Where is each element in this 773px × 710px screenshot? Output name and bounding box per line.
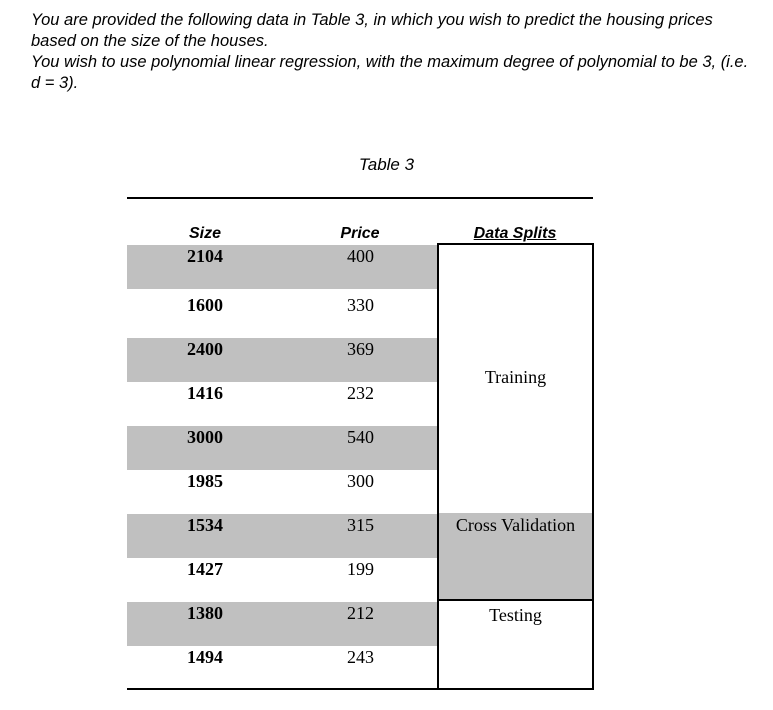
price-cell: 300 [347,471,374,491]
price-cell: 243 [347,647,374,667]
price-cell: 369 [347,339,374,359]
table-row [127,646,438,690]
split-training [437,243,594,515]
price-cell: 330 [347,295,374,315]
size-cell: 1534 [187,515,223,535]
price-cell: 212 [347,603,374,623]
size-cell: 1985 [187,471,223,491]
table-row [127,382,438,426]
intro-line-2: You wish to use polynomial linear regression, with the maximum degree of polynomial to be 3, (i.e. d = 3). [31,53,749,92]
table-row [127,245,438,289]
table-row [127,470,438,514]
size-cell: 3000 [187,427,223,447]
price-cell: 199 [347,559,374,579]
table-row [127,514,438,558]
intro-line-1: You are provided the following data in Table 3, in which you wish to predict the housing prices based on the size of the houses. [31,11,713,50]
price-cell: 315 [347,515,374,535]
table-row [127,426,438,470]
header-price: Price [340,225,380,242]
size-cell: 1427 [187,559,223,579]
table-row [127,602,438,646]
split-cross-validation [437,513,594,601]
table-row [127,558,438,602]
size-cell: 1600 [187,295,223,315]
table-row [127,338,438,382]
size-cell: 1380 [187,603,223,623]
size-cell: 1494 [187,647,223,667]
size-cell: 1416 [187,383,223,403]
problem-statement [31,10,761,94]
size-cell: 2400 [187,339,223,359]
split-testing-label: Testing [489,605,542,625]
price-cell: 540 [347,427,374,447]
split-cross-validation-label: Cross Validation [455,515,576,535]
price-cell: 232 [347,383,374,403]
table-row [127,294,438,338]
split-testing [437,599,594,690]
table-top-rule [127,197,593,199]
header-size: Size [188,225,221,242]
price-cell: 400 [347,246,374,266]
table-bottom-rule [127,688,593,690]
size-cell: 2104 [187,246,223,266]
table-caption: Table 3 [358,155,415,174]
split-training-label: Training [484,367,547,387]
header-data-splits: Data Splits [473,225,557,242]
